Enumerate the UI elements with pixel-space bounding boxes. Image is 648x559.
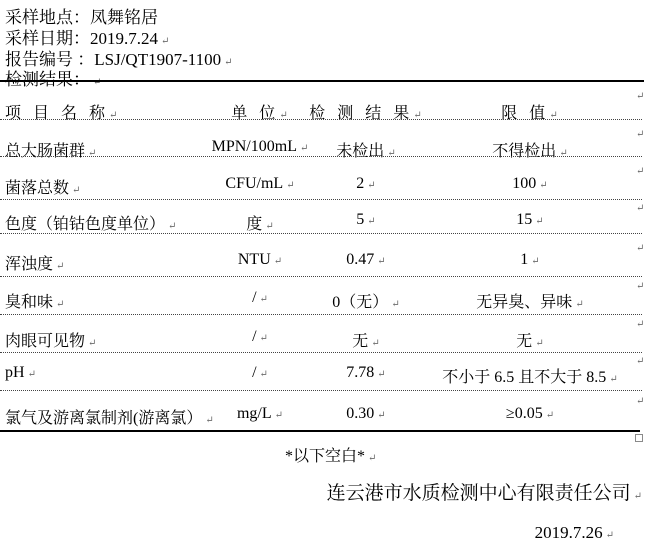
results-label-line: [5, 65, 101, 90]
return-mark-icon: ↵: [27, 369, 36, 380]
row-divider: [0, 233, 642, 234]
item-name-cell: 肉眼可见物 ↵: [5, 333, 97, 350]
return-mark-icon: ↵: [168, 221, 177, 232]
limit-cell: 15 ↵: [516, 211, 544, 228]
return-mark-icon: ↵: [377, 369, 386, 380]
return-mark-icon: ↵: [88, 338, 97, 349]
return-mark-icon: ↵: [279, 110, 289, 121]
return-mark-icon: ↵: [273, 256, 283, 267]
result-cell: 0（无） ↵: [332, 294, 400, 311]
return-mark-icon: ↵: [609, 374, 618, 385]
result-cell: 2 ↵: [356, 175, 376, 192]
table-row: [0, 175, 648, 197]
row-divider: [0, 199, 642, 200]
limit-cell: 不小于 6.5 且不大于 8.5 ↵: [442, 369, 618, 386]
unit-cell: / ↵: [252, 328, 268, 345]
return-mark-icon: ↵: [56, 261, 65, 272]
limit-cell: 100 ↵: [512, 175, 548, 192]
limit-cell: 无 ↵: [516, 333, 544, 350]
table-bottom-border: [0, 430, 640, 432]
table-row: [0, 289, 648, 311]
report-number-text: 报告编号 ：LSJ/QT1907-1100: [5, 50, 222, 69]
return-mark-icon: ↵: [535, 338, 544, 349]
table-row: [0, 364, 648, 386]
result-cell: 未检出 ↵: [336, 143, 396, 160]
return-mark-icon: ↵: [559, 148, 568, 159]
return-mark-icon: ↵: [274, 410, 284, 421]
unit-cell: mg/L ↵: [236, 405, 284, 422]
row-end-mark-icon: ↵: [636, 319, 645, 330]
return-mark-icon: ↵: [413, 110, 423, 121]
return-mark-icon: ↵: [377, 410, 386, 421]
return-mark-icon: ↵: [72, 185, 81, 196]
result-cell: 0.30 ↵: [346, 405, 386, 422]
item-name-cell: 色度（铂钴色度单位） ↵: [5, 216, 177, 233]
sampling-location-text: 采样地点：凤舞铭居: [5, 8, 158, 27]
unit-cell: / ↵: [252, 289, 268, 306]
sampling-date-text: 采样日期：2019.7.24: [5, 29, 158, 48]
return-mark-icon: ↵: [539, 180, 548, 191]
unit-cell: NTU ↵: [237, 251, 283, 268]
return-mark-icon: ↵: [265, 221, 274, 232]
return-mark-icon: ↵: [535, 216, 544, 227]
return-mark-icon: ↵: [161, 36, 170, 47]
return-mark-icon: ↵: [88, 148, 97, 159]
return-mark-icon: ↵: [109, 110, 119, 121]
table-row: [0, 405, 648, 427]
limit-cell: 不得检出 ↵: [492, 143, 568, 160]
return-mark-icon: ↵: [224, 57, 233, 68]
end-of-table-square-icon: [635, 434, 643, 442]
unit-cell: / ↵: [252, 364, 268, 381]
limit-header: 限 值 ↵: [501, 105, 559, 122]
return-mark-icon: ↵: [391, 299, 400, 310]
item-name-cell: 氯气及游离氯制剂(游离氯） ↵: [5, 410, 214, 427]
row-end-mark-icon: ↵: [636, 166, 645, 177]
row-end-mark-icon: ↵: [636, 203, 645, 214]
return-mark-icon: ↵: [368, 453, 377, 464]
result-cell: 7.78 ↵: [346, 364, 386, 381]
limit-cell: 1 ↵: [520, 251, 540, 268]
return-mark-icon: ↵: [531, 256, 540, 267]
row-divider: [0, 276, 642, 277]
result-cell: 无 ↵: [352, 333, 380, 350]
row-divider: [0, 156, 642, 157]
return-mark-icon: ↵: [575, 299, 584, 310]
return-mark-icon: ↵: [299, 143, 309, 154]
item-name-header: 项 目 名 称 ↵: [5, 105, 119, 122]
row-divider: [0, 119, 642, 120]
return-mark-icon: ↵: [286, 180, 295, 191]
result-header: 检 测 结 果 ↵: [309, 105, 423, 122]
table-row: [0, 328, 648, 350]
row-end-mark-icon: ↵: [636, 243, 645, 254]
row-divider: [0, 390, 642, 391]
result-cell: 5 ↵: [356, 211, 376, 228]
return-mark-icon: ↵: [259, 294, 268, 305]
row-end-mark-icon: ↵: [636, 281, 645, 292]
limit-cell: ≥0.05 ↵: [505, 405, 555, 422]
return-mark-icon: ↵: [259, 369, 268, 380]
row-end-mark-icon: ↵: [636, 356, 645, 367]
row-end-mark-icon: ↵: [636, 129, 645, 140]
return-mark-icon: ↵: [377, 256, 386, 267]
table-row: [0, 251, 648, 273]
unit-cell: MPN/100mL ↵: [211, 138, 309, 155]
table-row: [0, 211, 648, 233]
return-mark-icon: ↵: [367, 216, 376, 227]
item-name-cell: 菌落总数 ↵: [5, 180, 81, 197]
return-mark-icon: ↵: [93, 77, 102, 88]
return-mark-icon: ↵: [371, 338, 380, 349]
return-mark-icon: ↵: [205, 415, 214, 426]
item-name-cell: 总大肠菌群 ↵: [5, 143, 97, 160]
return-mark-icon: ↵: [605, 530, 614, 541]
row-end-mark-icon: ↵: [636, 91, 645, 102]
table-row: [0, 138, 648, 160]
item-name-cell: 浑浊度 ↵: [5, 256, 65, 273]
return-mark-icon: ↵: [387, 148, 396, 159]
company-name: 连云港市水质检测中心有限责任公司 ↵: [326, 483, 642, 504]
limit-cell: 无异臭、异味 ↵: [476, 294, 584, 311]
table-top-border: [0, 80, 644, 82]
return-mark-icon: ↵: [56, 299, 65, 310]
item-name-cell: pH ↵: [5, 364, 36, 381]
table-header-row: [0, 100, 648, 122]
unit-header: 单 位 ↵: [231, 105, 289, 122]
return-mark-icon: ↵: [545, 410, 555, 421]
row-divider: [0, 314, 642, 315]
blank-below-note: *以下空白* ↵: [285, 448, 377, 465]
report-date: 2019.7.26 ↵: [534, 523, 614, 542]
unit-cell: 度 ↵: [246, 216, 274, 233]
unit-cell: CFU/mL ↵: [225, 175, 295, 192]
results-label-text: 检测结果：: [5, 70, 90, 89]
row-divider: [0, 352, 642, 353]
result-cell: 0.47 ↵: [346, 251, 386, 268]
return-mark-icon: ↵: [633, 491, 642, 502]
item-name-cell: 臭和味 ↵: [5, 294, 65, 311]
return-mark-icon: ↵: [259, 333, 268, 344]
row-end-mark-icon: ↵: [636, 396, 645, 407]
return-mark-icon: ↵: [367, 180, 376, 191]
return-mark-icon: ↵: [549, 110, 559, 121]
